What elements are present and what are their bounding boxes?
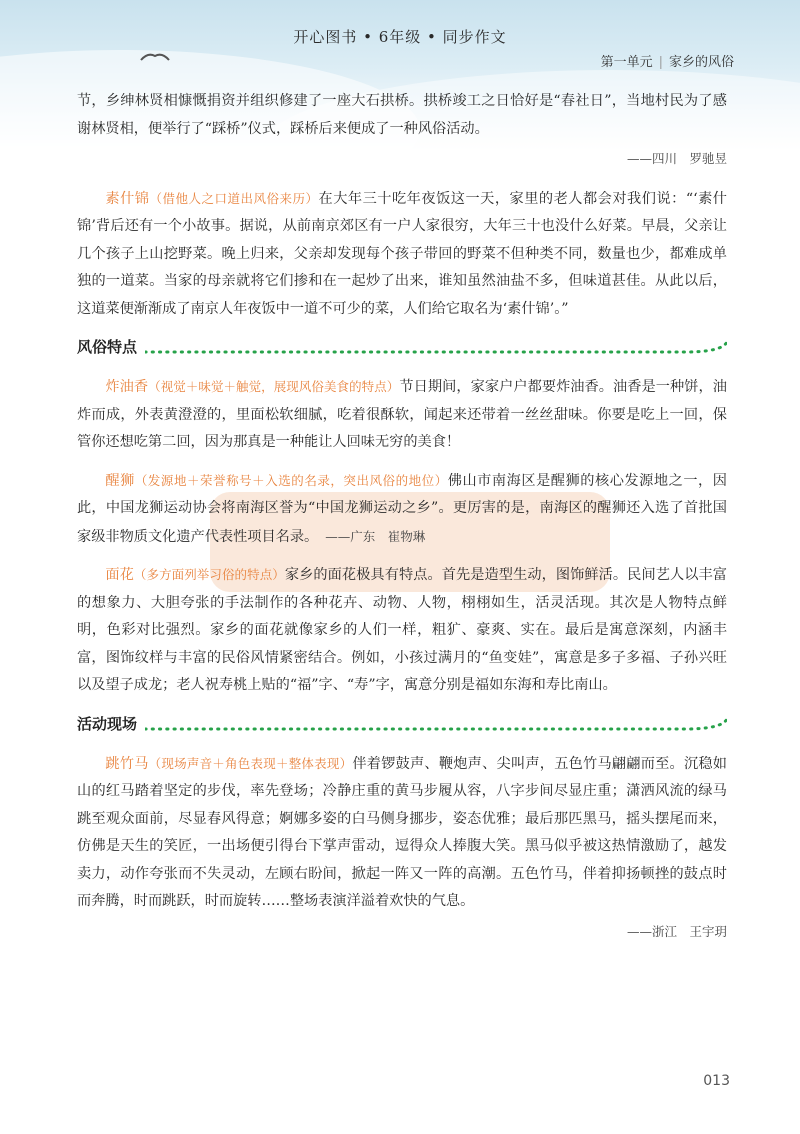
xingshi-paragraph (77, 467, 727, 552)
xingshi-text: 佛山市南海区是醒狮的核心发源地之一，因此，中国龙狮运动协会将南海区誉为“中国龙狮运动之乡”。更厉害的是，南海区的醒狮还入选了首批国家级非物质文化遗产代表性项目名录。 (77, 472, 727, 545)
mianhua-text: 家乡的面花极具有特点。首先是造型生动，图饰鲜活。民间艺人以丰富的想象力、大胆夸张的手法制作的各种花卉、动物、人物，栩栩如生，活灵活现。其次是人物特点鲜明，色彩对比强烈。家乡的面花就像家乡的人们一样，粗犷、豪爽、实在。最后是寓意深刻，内涵丰富，图饰纹样与丰富的民俗风情紧密结合。例如，小孩过满月的“鱼变娃”，寓意是多子多福、子孙兴旺以及望子成龙；老人祝寿桃上贴的“福”字、“寿”字，寓意分别是福如东海和寿比南山。 (77, 567, 727, 693)
section-heading-features (77, 333, 727, 363)
dotted-line-decoration (145, 340, 727, 356)
dotted-line-decoration (145, 717, 727, 733)
mianhua-term: 面花 (105, 567, 134, 583)
page-number: 013 (703, 1073, 730, 1089)
book-title: 开心图书 • 6年级 • 同步作文 (293, 28, 507, 46)
tiaozhuma-note: （现场声音＋角色表现＋整体表现） (148, 755, 353, 771)
tiaozhuma-text: 伴着锣鼓声、鞭炮声、尖叫声，五色竹马翩翩而至。沉稳如山的红马踏着坚定的步伐，率先登场；冷静庄重的黄马步履从容，八字步间尽显庄重；潇洒风流的绿马跳至观众面前，尽显春风得意；婀娜多姿的白马侧身挪步，姿态优雅；最后那匹黑马，摇头摆尾而来，仿佛是天生的笑匠，一出场便引得台下掌声雷动，逗得众人捧腹大笑。黑马似乎被这热情激励了，越发卖力，动作夸张而不失灵动，左顾右盼间，掀起一阵又一阵的高潮。五色竹马，伴着抑扬顿挫的鼓点时而奔腾，时而跳跃，时而旋转……整场表演洋溢着欢快的气息。 (77, 755, 727, 909)
section-title: 活动现场 (77, 714, 138, 733)
shijin-note: （借他人之口道出风俗来历） (149, 190, 319, 206)
tiaozhuma-paragraph (77, 750, 727, 916)
mianhua-note: （多方面列举习俗的特点） (133, 567, 285, 582)
youzhaxiang-term: 炸油香 (105, 379, 149, 395)
intro-attribution: ——四川 罗驰昱 (626, 151, 727, 166)
shijin-term: 素什锦 (105, 190, 150, 207)
xingshi-attribution: ——广东 崔物琳 (325, 528, 426, 544)
youzhaxiang-paragraph (77, 373, 727, 457)
xingshi-note: （发源地＋荣誉称号＋入选的名录，突出风俗的地位） (134, 472, 448, 488)
shijin-text: 在大年三十吃年夜饭这一天，家里的老人都会对我们说：“‘素什锦’背后还有一个小故事。据说，从前南京郊区有一户人家很穷，大年三十也没什么好菜。早晨，父亲让几个孩子上山挖野菜。晚上归来，父亲却发现每个孩子带回的野菜不但种类不同，数量也少，都难成单独的一道菜。当家的母亲就将它们掺和在一起炒了出来，谁知虽然油盐不多，但味道甚佳。从此以后，这道菜便渐渐成了南京人年夜饭中一道不可少的菜，人们给它取名为‘素什锦’。” (77, 190, 727, 317)
mianhua-paragraph (77, 561, 727, 700)
xingshi-term: 醒狮 (105, 472, 135, 489)
tiaozhuma-term: 跳竹马 (105, 755, 149, 772)
unit-number: 第一单元 (600, 55, 653, 70)
shijin-paragraph (77, 185, 727, 324)
article-body (77, 88, 727, 957)
bird-icon (140, 50, 170, 62)
section-heading-live (77, 710, 727, 740)
youzhaxiang-text: 节日期间，家家户户都要炸油香。油香是一种饼，油炸而成，外表黄澄澄的，里面松软细腻，吃着很酥软，闻起来还带着一丝丝甜味。你要是吃上一回，保管你还想吃第二回，因为那真是一种能让人回味无穷的美食！ (77, 379, 727, 450)
unit-label: 第一单元 | 家乡的风俗 (600, 55, 734, 70)
unit-topic: 家乡的风俗 (668, 55, 734, 70)
intro-paragraph: 节，乡绅林贤相慷慨捐资并组织修建了一座大石拱桥。拱桥竣工之日恰好是“春社日”，当地村民为了感谢林贤相，便举行了“踩桥”仪式，踩桥后来便成了一种风俗活动。 (77, 93, 727, 137)
section-title: 风俗特点 (77, 338, 138, 357)
youzhaxiang-note: （视觉＋味觉＋触觉，展现风俗美食的特点） (148, 379, 400, 394)
tiaozhuma-attribution: ——浙江 王宇玥 (626, 923, 727, 939)
